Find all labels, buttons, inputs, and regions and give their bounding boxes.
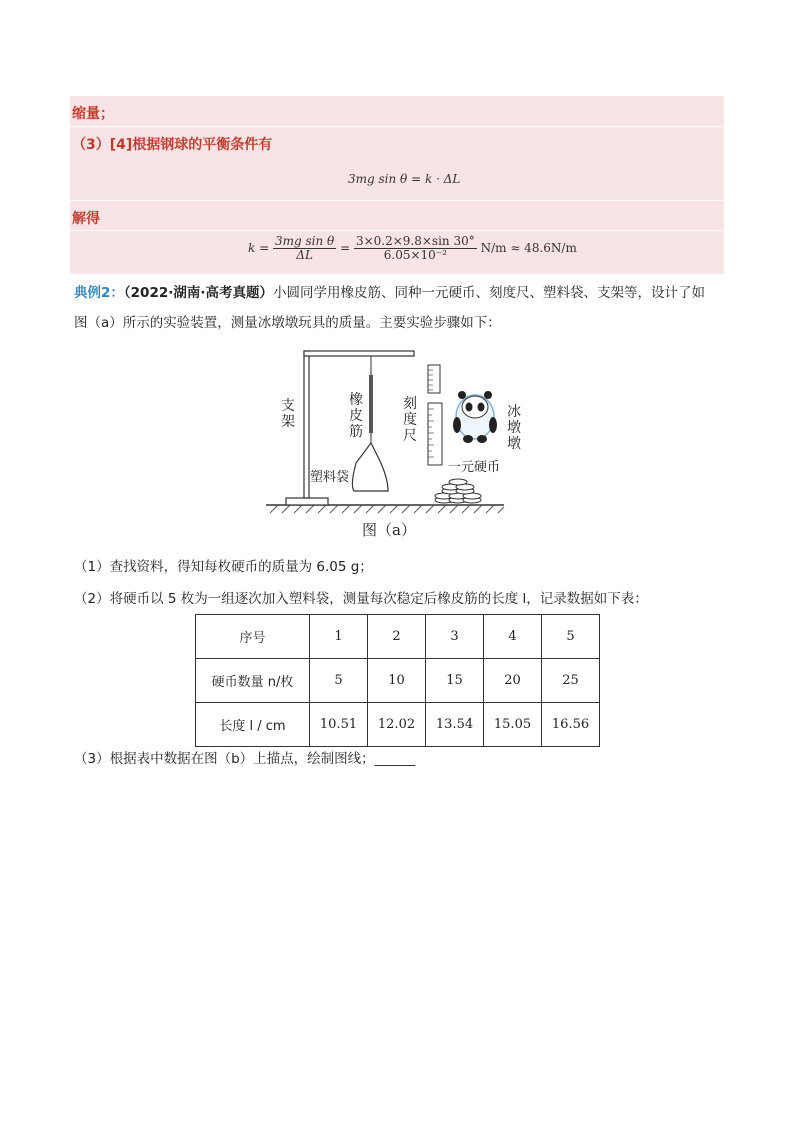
table-cell: 5 (542, 615, 600, 659)
table-cell: 15.05 (484, 703, 542, 747)
fraction-1 (273, 235, 336, 262)
table-cell: 10.51 (310, 703, 368, 747)
equation-2: k = $\frac{\text{3mg sin θ}}{\Delta L}$ = $\frac{3\times 0.2\times 9.8\times\sin 30^\circ}{\text{6.05×10⁻²}}$ N/m ≈ 48.6N/m (248, 234, 577, 262)
table-cell: 15 (426, 659, 484, 703)
figure-a (260, 345, 510, 545)
eq-k: k = (248, 241, 270, 255)
panda-icon (453, 391, 497, 443)
table-cell: 5 (310, 659, 368, 703)
table-header-length: 长度 l / cm (196, 703, 310, 747)
table-header-count: 硬币数量 n/枚 (196, 659, 310, 703)
data-table (195, 614, 600, 747)
problem-line1 (74, 284, 705, 302)
problem-text1: 小圆同学用橡皮筋、同种一元硬币、刻度尺、塑料袋、支架等，设计了如 (273, 285, 705, 301)
fraction-2-den: 6.05×10⁻² (383, 248, 447, 262)
label-coin: 一元硬币 (448, 460, 501, 475)
table-cell: 1 (310, 615, 368, 659)
example-tag: 典例2： (74, 285, 124, 301)
table-cell: 3 (426, 615, 484, 659)
problem-source: （2022·湖南·高考真题） (123, 285, 273, 301)
divider (70, 230, 724, 231)
fraction-1-den: ΔL (296, 248, 313, 262)
label-stand: 支架 (281, 398, 295, 430)
table-cell: 20 (484, 659, 542, 703)
table-header-index: 序号 (196, 615, 310, 659)
eq-result: N/m ≈ 48.6N/m (480, 241, 577, 255)
figure-caption: 图（a） (362, 521, 416, 539)
label-bag: 塑料袋 (310, 470, 350, 485)
table-row (196, 659, 600, 703)
fraction-1-num: 3mg sin θ (274, 234, 335, 248)
table-cell: 25 (542, 659, 600, 703)
equation-1: 3mg sin θ = k · ΔL (348, 172, 461, 186)
table-cell: 2 (368, 615, 426, 659)
step-1: （1）查找资料，得知每枚硬币的质量为 6.05 g； (74, 559, 373, 575)
divider (70, 200, 724, 201)
table-cell: 12.02 (368, 703, 426, 747)
solution-line2: （3）[4]根据钢球的平衡条件有 (72, 137, 273, 153)
table-row (196, 615, 600, 659)
fraction-2 (354, 235, 477, 262)
table-cell: 10 (368, 659, 426, 703)
label-panda: 冰墩墩 (507, 404, 521, 452)
step-2: （2）将硬币以 5 枚为一组逐次加入塑料袋，测量每次稳定后橡皮筋的长度 l，记录数据如下表： (74, 591, 648, 607)
table-row (196, 703, 600, 747)
table-cell: 4 (484, 615, 542, 659)
fraction-2-num: 3×0.2×9.8×sin 30° (355, 234, 475, 248)
solution-line1: 缩量； (72, 106, 114, 122)
label-ruler: 刻度尺 (403, 396, 417, 444)
step-3: （3）根据表中数据在图（b）上描点，绘制图线；______ (74, 751, 416, 767)
table-cell: 16.56 (542, 703, 600, 747)
divider (70, 126, 724, 127)
problem-line2: 图（a）所示的实验装置，测量冰墩墩玩具的质量。主要实验步骤如下： (74, 315, 501, 331)
table-cell: 13.54 (426, 703, 484, 747)
label-band: 橡皮筋 (349, 392, 363, 440)
solution-line3: 解得 (72, 211, 100, 227)
